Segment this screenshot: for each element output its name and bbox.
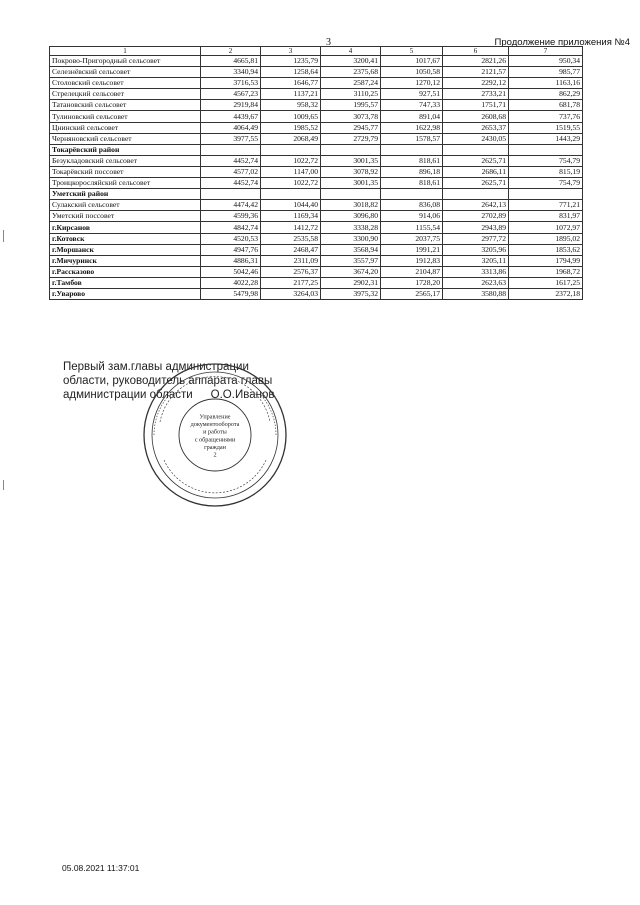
value-cell: 815,19 bbox=[509, 166, 583, 177]
value-cell: 3200,41 bbox=[321, 56, 381, 67]
value-cell bbox=[201, 189, 261, 200]
value-cell: 4665,81 bbox=[201, 56, 261, 67]
value-cell: 1622,98 bbox=[381, 122, 443, 133]
value-cell: 3264,03 bbox=[261, 288, 321, 299]
value-cell: 3340,94 bbox=[201, 67, 261, 78]
stamp-seal-graphic bbox=[140, 360, 290, 510]
row-name-cell: Столовский сельсовет bbox=[50, 78, 201, 89]
value-cell: 4886,31 bbox=[201, 255, 261, 266]
row-name-cell: Безукладовский сельсовет bbox=[50, 155, 201, 166]
appendix-label: Продолжение приложения №4 bbox=[494, 37, 630, 48]
value-cell: 3300,90 bbox=[321, 233, 381, 244]
value-cell: 3073,78 bbox=[321, 111, 381, 122]
value-cell: 1912,83 bbox=[381, 255, 443, 266]
value-cell: 1443,29 bbox=[509, 133, 583, 144]
column-number-row bbox=[50, 47, 583, 56]
stamp-center-text: 2 bbox=[213, 451, 217, 459]
column-number-cell: 2 bbox=[201, 47, 261, 56]
official-stamp bbox=[140, 360, 290, 510]
value-cell: 1751,71 bbox=[443, 100, 509, 111]
value-cell bbox=[201, 144, 261, 155]
value-cell bbox=[509, 144, 583, 155]
row-name-cell: Токарёвский поссовет bbox=[50, 166, 201, 177]
value-cell: 1853,62 bbox=[509, 244, 583, 255]
value-cell: 1412,72 bbox=[261, 222, 321, 233]
value-cell: 2468,47 bbox=[261, 244, 321, 255]
value-cell: 4520,53 bbox=[201, 233, 261, 244]
value-cell: 1270,12 bbox=[381, 78, 443, 89]
value-cell: 4064,49 bbox=[201, 122, 261, 133]
row-name-cell: Сулакский сельсовет bbox=[50, 200, 201, 211]
value-cell: 1169,34 bbox=[261, 211, 321, 222]
value-cell: 862,29 bbox=[509, 89, 583, 100]
row-name-cell: г.Моршанск bbox=[50, 244, 201, 255]
table-section-row bbox=[50, 233, 583, 244]
stamp-center-text: с обращениями bbox=[194, 436, 236, 444]
value-cell: 2375,68 bbox=[321, 67, 381, 78]
value-cell: 3110,25 bbox=[321, 89, 381, 100]
value-cell: 2623,63 bbox=[443, 277, 509, 288]
value-cell: 4452,74 bbox=[201, 155, 261, 166]
value-cell: 1022,72 bbox=[261, 155, 321, 166]
value-cell bbox=[381, 189, 443, 200]
row-name-cell: Селезнёвский сельсовет bbox=[50, 67, 201, 78]
value-cell: 2625,71 bbox=[443, 155, 509, 166]
value-cell: 1646,77 bbox=[261, 78, 321, 89]
table-row bbox=[50, 166, 583, 177]
table-row bbox=[50, 56, 583, 67]
value-cell: 914,06 bbox=[381, 211, 443, 222]
value-cell: 2587,24 bbox=[321, 78, 381, 89]
value-cell: 1519,55 bbox=[509, 122, 583, 133]
value-cell: 2292,12 bbox=[443, 78, 509, 89]
table-row bbox=[50, 178, 583, 189]
value-cell: 2729,79 bbox=[321, 133, 381, 144]
value-cell: 1968,72 bbox=[509, 266, 583, 277]
table-row bbox=[50, 133, 583, 144]
value-cell: 1009,65 bbox=[261, 111, 321, 122]
value-cell: 747,33 bbox=[381, 100, 443, 111]
value-cell: 2565,17 bbox=[381, 288, 443, 299]
table-section-row bbox=[50, 277, 583, 288]
value-cell: 2535,58 bbox=[261, 233, 321, 244]
stamp-center-text: и работы bbox=[203, 428, 227, 436]
value-cell: 4452,74 bbox=[201, 178, 261, 189]
value-cell: 896,18 bbox=[381, 166, 443, 177]
value-cell: 2902,31 bbox=[321, 277, 381, 288]
value-cell: 1022,72 bbox=[261, 178, 321, 189]
value-cell: 1258,64 bbox=[261, 67, 321, 78]
value-cell: 1991,21 bbox=[381, 244, 443, 255]
row-name-cell: г.Уварово bbox=[50, 288, 201, 299]
row-name-cell: Покрово-Пригородный сельсовет bbox=[50, 56, 201, 67]
value-cell: 5479,98 bbox=[201, 288, 261, 299]
table-row bbox=[50, 111, 583, 122]
value-cell: 2733,21 bbox=[443, 89, 509, 100]
value-cell: 2121,57 bbox=[443, 67, 509, 78]
value-cell: 1137,21 bbox=[261, 89, 321, 100]
row-name-cell: Татановский сельсовет bbox=[50, 100, 201, 111]
value-cell: 1995,57 bbox=[321, 100, 381, 111]
value-cell: 891,04 bbox=[381, 111, 443, 122]
page-number: 3 bbox=[326, 37, 331, 48]
value-cell: 1578,57 bbox=[381, 133, 443, 144]
value-cell: 3716,53 bbox=[201, 78, 261, 89]
value-cell: 831,97 bbox=[509, 211, 583, 222]
table-row bbox=[50, 122, 583, 133]
table-section-row bbox=[50, 266, 583, 277]
data-table bbox=[49, 46, 583, 300]
value-cell: 3568,94 bbox=[321, 244, 381, 255]
row-name-cell: Токарёвский район bbox=[50, 144, 201, 155]
value-cell: 3018,82 bbox=[321, 200, 381, 211]
value-cell: 754,79 bbox=[509, 155, 583, 166]
value-cell bbox=[509, 189, 583, 200]
value-cell: 681,78 bbox=[509, 100, 583, 111]
value-cell: 1794,99 bbox=[509, 255, 583, 266]
table-row bbox=[50, 78, 583, 89]
table-section-row bbox=[50, 244, 583, 255]
signature-line-2: области, руководитель аппарата главы bbox=[63, 375, 273, 387]
value-cell bbox=[443, 144, 509, 155]
value-cell: 3338,28 bbox=[321, 222, 381, 233]
signature-title-line-3: администрации области bbox=[63, 389, 193, 401]
value-cell: 4022,28 bbox=[201, 277, 261, 288]
value-cell: 2104,87 bbox=[381, 266, 443, 277]
value-cell: 836,08 bbox=[381, 200, 443, 211]
table-row bbox=[50, 211, 583, 222]
value-cell: 3096,80 bbox=[321, 211, 381, 222]
value-cell bbox=[381, 144, 443, 155]
value-cell: 2945,77 bbox=[321, 122, 381, 133]
value-cell: 2977,72 bbox=[443, 233, 509, 244]
stamp-center-text: граждан bbox=[204, 443, 226, 451]
signer-name: О.О.Иванов bbox=[210, 389, 275, 401]
row-name-cell: Уметский район bbox=[50, 189, 201, 200]
value-cell: 950,34 bbox=[509, 56, 583, 67]
print-timestamp: 05.08.2021 11:37:01 bbox=[62, 863, 140, 873]
value-cell: 5042,46 bbox=[201, 266, 261, 277]
value-cell: 4577,02 bbox=[201, 166, 261, 177]
value-cell: 2177,25 bbox=[261, 277, 321, 288]
value-cell bbox=[261, 144, 321, 155]
value-cell: 737,76 bbox=[509, 111, 583, 122]
value-cell: 2372,18 bbox=[509, 288, 583, 299]
value-cell: 2430,05 bbox=[443, 133, 509, 144]
value-cell: 2068,49 bbox=[261, 133, 321, 144]
row-name-cell: г.Тамбов bbox=[50, 277, 201, 288]
stamp-center-text: Управление bbox=[199, 413, 231, 421]
column-number-cell: 7 bbox=[509, 47, 583, 56]
column-number-cell: 5 bbox=[381, 47, 443, 56]
table-section-row bbox=[50, 144, 583, 155]
value-cell: 818,61 bbox=[381, 178, 443, 189]
value-cell: 4439,67 bbox=[201, 111, 261, 122]
value-cell: 2686,11 bbox=[443, 166, 509, 177]
table-row bbox=[50, 200, 583, 211]
value-cell: 1895,02 bbox=[509, 233, 583, 244]
value-cell: 1235,79 bbox=[261, 56, 321, 67]
value-cell: 1044,40 bbox=[261, 200, 321, 211]
value-cell: 4567,23 bbox=[201, 89, 261, 100]
value-cell: 2919,84 bbox=[201, 100, 261, 111]
value-cell: 2642,13 bbox=[443, 200, 509, 211]
row-name-cell: Цнинский сельсовет bbox=[50, 122, 201, 133]
value-cell: 3975,32 bbox=[321, 288, 381, 299]
value-cell: 1728,20 bbox=[381, 277, 443, 288]
value-cell bbox=[321, 144, 381, 155]
value-cell: 4947,76 bbox=[201, 244, 261, 255]
table-section-row bbox=[50, 255, 583, 266]
scan-edge-mark bbox=[3, 480, 4, 490]
row-name-cell: Уметский поссовет bbox=[50, 211, 201, 222]
row-name-cell: Черняновский сельсовет bbox=[50, 133, 201, 144]
row-name-cell: г.Мичуринск bbox=[50, 255, 201, 266]
column-number-cell: 4 bbox=[321, 47, 381, 56]
value-cell: 2625,71 bbox=[443, 178, 509, 189]
value-cell: 2943,89 bbox=[443, 222, 509, 233]
value-cell: 927,51 bbox=[381, 89, 443, 100]
value-cell: 2702,89 bbox=[443, 211, 509, 222]
value-cell: 2821,26 bbox=[443, 56, 509, 67]
value-cell: 4599,36 bbox=[201, 211, 261, 222]
value-cell: 985,77 bbox=[509, 67, 583, 78]
value-cell: 1163,16 bbox=[509, 78, 583, 89]
row-name-cell: Троицкоросляйский сельсовет bbox=[50, 178, 201, 189]
table-section-row bbox=[50, 288, 583, 299]
value-cell bbox=[321, 189, 381, 200]
row-name-cell: г.Рассказово bbox=[50, 266, 201, 277]
value-cell: 754,79 bbox=[509, 178, 583, 189]
row-name-cell: Стрелецкий сельсовет bbox=[50, 89, 201, 100]
value-cell: 2653,37 bbox=[443, 122, 509, 133]
value-cell: 3580,88 bbox=[443, 288, 509, 299]
value-cell: 3001,35 bbox=[321, 178, 381, 189]
value-cell: 1155,54 bbox=[381, 222, 443, 233]
value-cell: 4474,42 bbox=[201, 200, 261, 211]
value-cell bbox=[443, 189, 509, 200]
value-cell: 1050,58 bbox=[381, 67, 443, 78]
value-cell: 1017,67 bbox=[381, 56, 443, 67]
table-row bbox=[50, 100, 583, 111]
value-cell: 2311,09 bbox=[261, 255, 321, 266]
value-cell: 3977,55 bbox=[201, 133, 261, 144]
value-cell: 958,32 bbox=[261, 100, 321, 111]
value-cell: 3313,86 bbox=[443, 266, 509, 277]
scan-edge-mark bbox=[3, 230, 4, 242]
row-name-cell: г.Кирсанов bbox=[50, 222, 201, 233]
signature-line-1: Первый зам.главы администрации bbox=[63, 361, 249, 373]
value-cell: 2576,37 bbox=[261, 266, 321, 277]
column-number-cell: 6 bbox=[443, 47, 509, 56]
value-cell: 3674,20 bbox=[321, 266, 381, 277]
column-number-cell: 3 bbox=[261, 47, 321, 56]
column-number-cell: 1 bbox=[50, 47, 201, 56]
value-cell: 3001,35 bbox=[321, 155, 381, 166]
value-cell: 1147,00 bbox=[261, 166, 321, 177]
value-cell: 1617,25 bbox=[509, 277, 583, 288]
table-section-row bbox=[50, 189, 583, 200]
value-cell: 1072,97 bbox=[509, 222, 583, 233]
value-cell: 2037,75 bbox=[381, 233, 443, 244]
value-cell: 3205,96 bbox=[443, 244, 509, 255]
value-cell bbox=[261, 189, 321, 200]
value-cell: 4842,74 bbox=[201, 222, 261, 233]
value-cell: 3078,92 bbox=[321, 166, 381, 177]
table-row bbox=[50, 155, 583, 166]
value-cell: 1985,52 bbox=[261, 122, 321, 133]
value-cell: 818,61 bbox=[381, 155, 443, 166]
value-cell: 3557,97 bbox=[321, 255, 381, 266]
row-name-cell: Тулиновский сельсовет bbox=[50, 111, 201, 122]
value-cell: 771,21 bbox=[509, 200, 583, 211]
stamp-center-text: документооборота bbox=[190, 421, 240, 429]
value-cell: 2608,68 bbox=[443, 111, 509, 122]
table-row bbox=[50, 67, 583, 78]
table-row bbox=[50, 89, 583, 100]
row-name-cell: г.Котовск bbox=[50, 233, 201, 244]
table-section-row bbox=[50, 222, 583, 233]
value-cell: 3205,11 bbox=[443, 255, 509, 266]
